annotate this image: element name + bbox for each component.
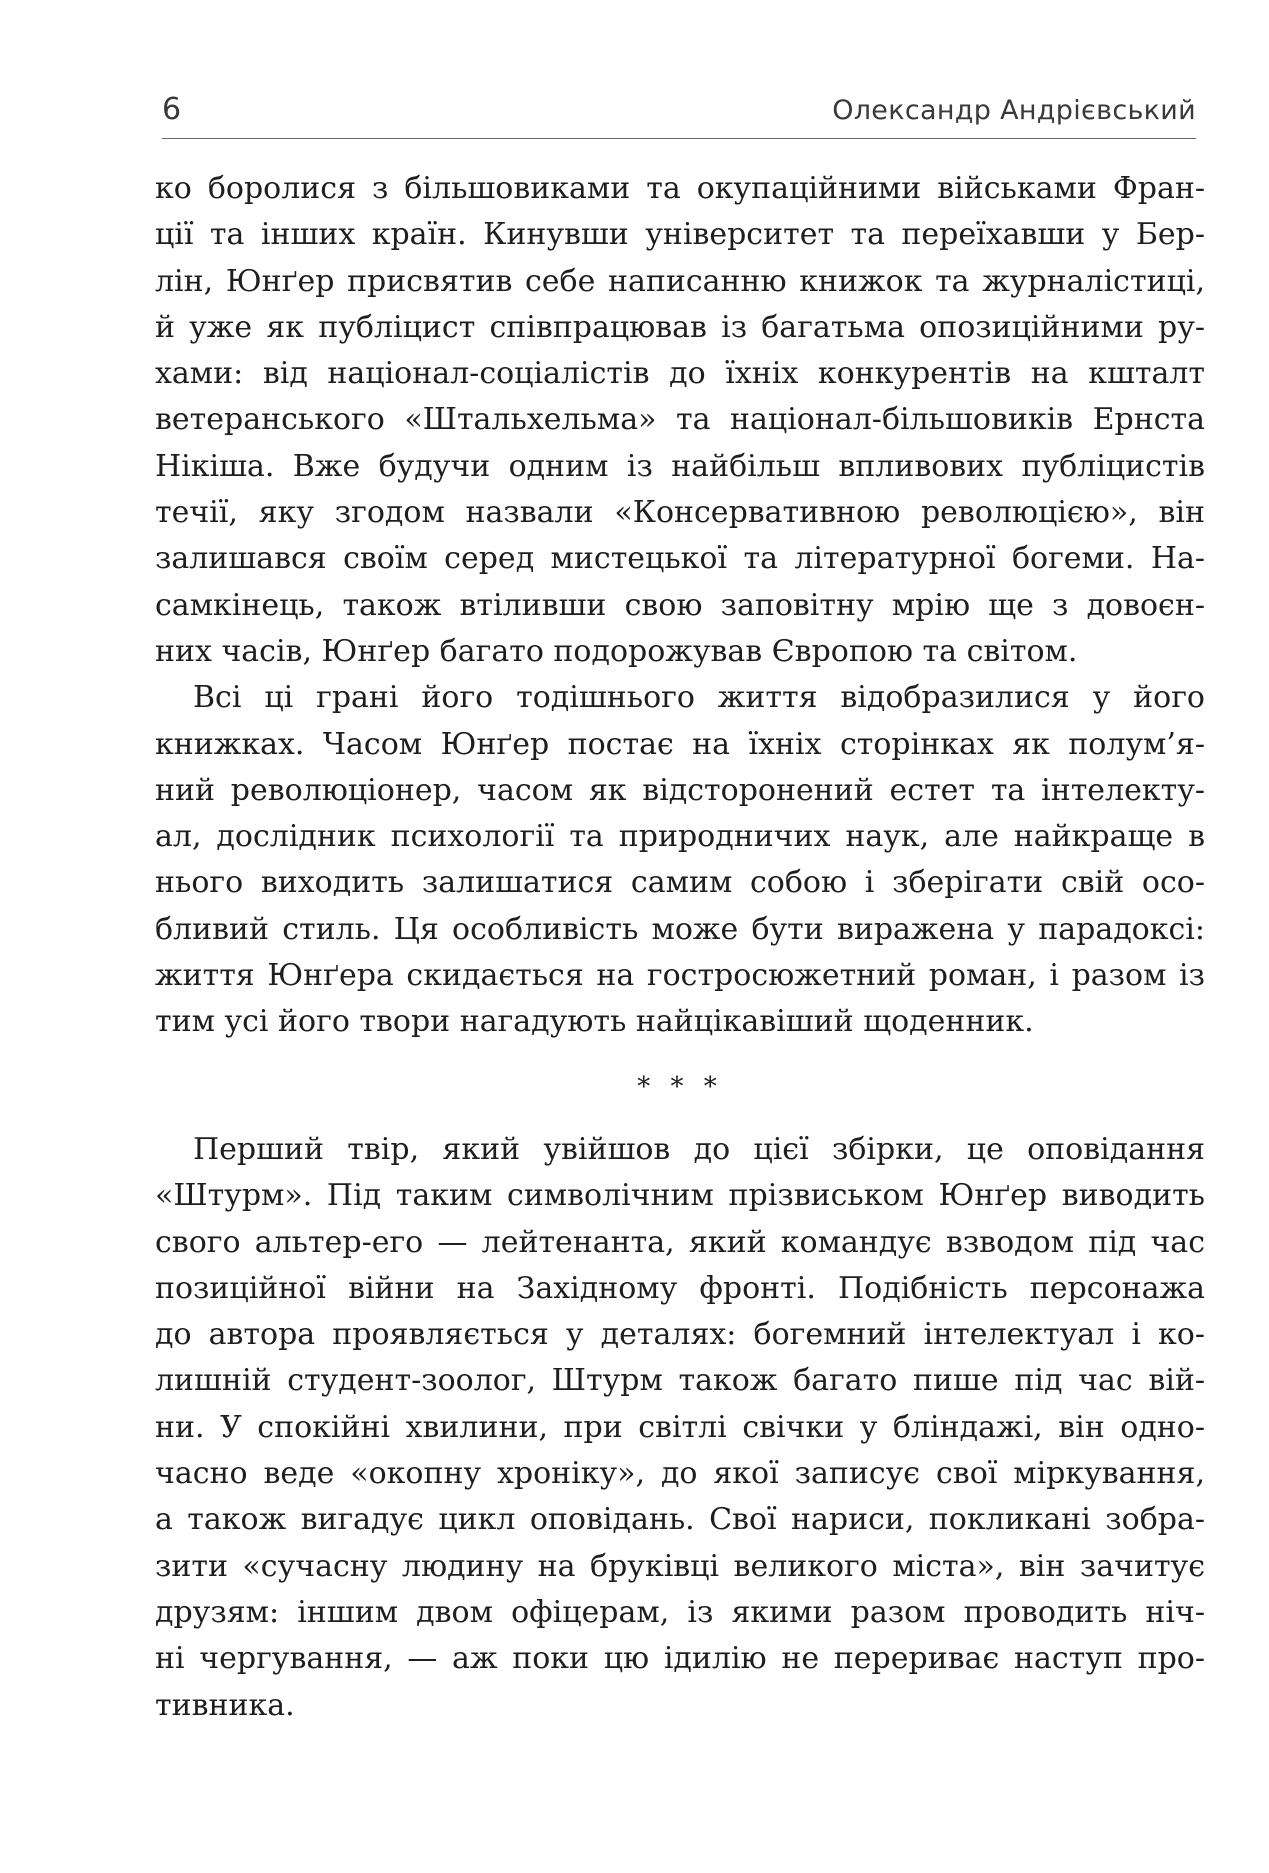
section-separator: * * * <box>637 1071 723 1102</box>
text-line: ний революціонер, часом як відсторонений естет та інтелекту- <box>155 772 1205 808</box>
text-line: Всі ці грані його тодішнього життя відобразилися у його <box>193 680 1205 716</box>
paragraph-3 <box>155 1127 1205 1729</box>
text-line: ветеранського «Штальхельма» та націонал-більшовиків Ернста <box>155 402 1205 438</box>
body-text <box>155 166 1205 1729</box>
text-line: тивника. <box>155 1687 295 1723</box>
text-line: тим усі його твори нагадують найцікавіший щоденник. <box>155 1004 1034 1040</box>
text-line: ні чергування, — аж поки цю ідилію не перериває наступ про- <box>155 1641 1205 1677</box>
text-line: ни. У спокійні хвилини, при світлі свічки у бліндажі, він одно- <box>155 1409 1205 1445</box>
text-line: життя Юнґера скидається на гостросюжетний роман, і разом із <box>155 958 1205 994</box>
text-line: нього виходить залишатися самим собою і зберігати свій осо- <box>155 865 1205 901</box>
text-line: лін, Юнґер присвятив себе написанню книжок та журналістиці, <box>155 263 1205 299</box>
paragraph-1 <box>155 166 1205 675</box>
text-line: друзям: іншим двом офіцерам, із якими разом проводить ніч- <box>155 1594 1205 1630</box>
text-line: Нікіша. Вже будучи одним із найбільш впливових публіцистів <box>155 448 1205 484</box>
text-line: ал, дослідник психології та природничих наук, але найкраще в <box>155 819 1205 855</box>
text-line: ко боролися з більшовиками та окупаційними військами Фран- <box>155 171 1205 206</box>
text-line: зити «сучасну людину на бруківці великого міста», він зачитує <box>155 1548 1205 1584</box>
text-line: них часів, Юнґер багато подорожував Європою та світом. <box>155 633 1078 669</box>
text-line: самкінець, також втіливши свою заповітну мрію ще з довоєн- <box>155 587 1205 623</box>
page-header <box>162 92 1196 139</box>
text-line: позиційної війни на Західному фронті. Подібність персонажа <box>155 1270 1205 1306</box>
text-line: до автора проявляється у деталях: богемний інтелектуал і ко- <box>155 1317 1205 1353</box>
text-line: Перший твір, який увійшов до цієї збірки, це оповідання <box>193 1131 1205 1167</box>
text-line: течії, яку згодом назвали «Консервативною революцією», він <box>155 495 1205 531</box>
text-line: хами: від націонал-соціалістів до їхніх конкурентів на кшталт <box>155 356 1205 392</box>
text-line: ції та інших країн. Кинувши університет та переїхавши у Бер- <box>155 217 1205 253</box>
text-line: залишався своїм серед мистецької та літературної богеми. На- <box>155 541 1205 577</box>
text-line: й уже як публіцист співпрацював із багатьма опозиційними ру- <box>155 309 1205 345</box>
text-line: «Штурм». Під таким символічним прізвиськом Юнґер виводить <box>155 1178 1205 1214</box>
text-line: бливий стиль. Ця особливість може бути виражена у парадоксі: <box>155 911 1205 947</box>
page-number: 6 <box>162 92 182 127</box>
running-head-author: Олександр Андрієвський <box>832 95 1196 126</box>
text-line: а також вигадує цикл оповідань. Свої нариси, покликані зобра- <box>155 1502 1205 1538</box>
text-line: лишній студент-зоолог, Штурм також багато пише під час вій- <box>155 1363 1205 1399</box>
text-line: книжках. Часом Юнґер постає на їхніх сторінках як полум’я- <box>155 726 1205 762</box>
text-line: свого альтер-его — лейтенанта, який командує взводом під час <box>155 1224 1205 1260</box>
paragraph-2 <box>155 675 1205 1045</box>
text-line: часно веде «окопну хроніку», до якої записує свої міркування, <box>155 1456 1205 1492</box>
